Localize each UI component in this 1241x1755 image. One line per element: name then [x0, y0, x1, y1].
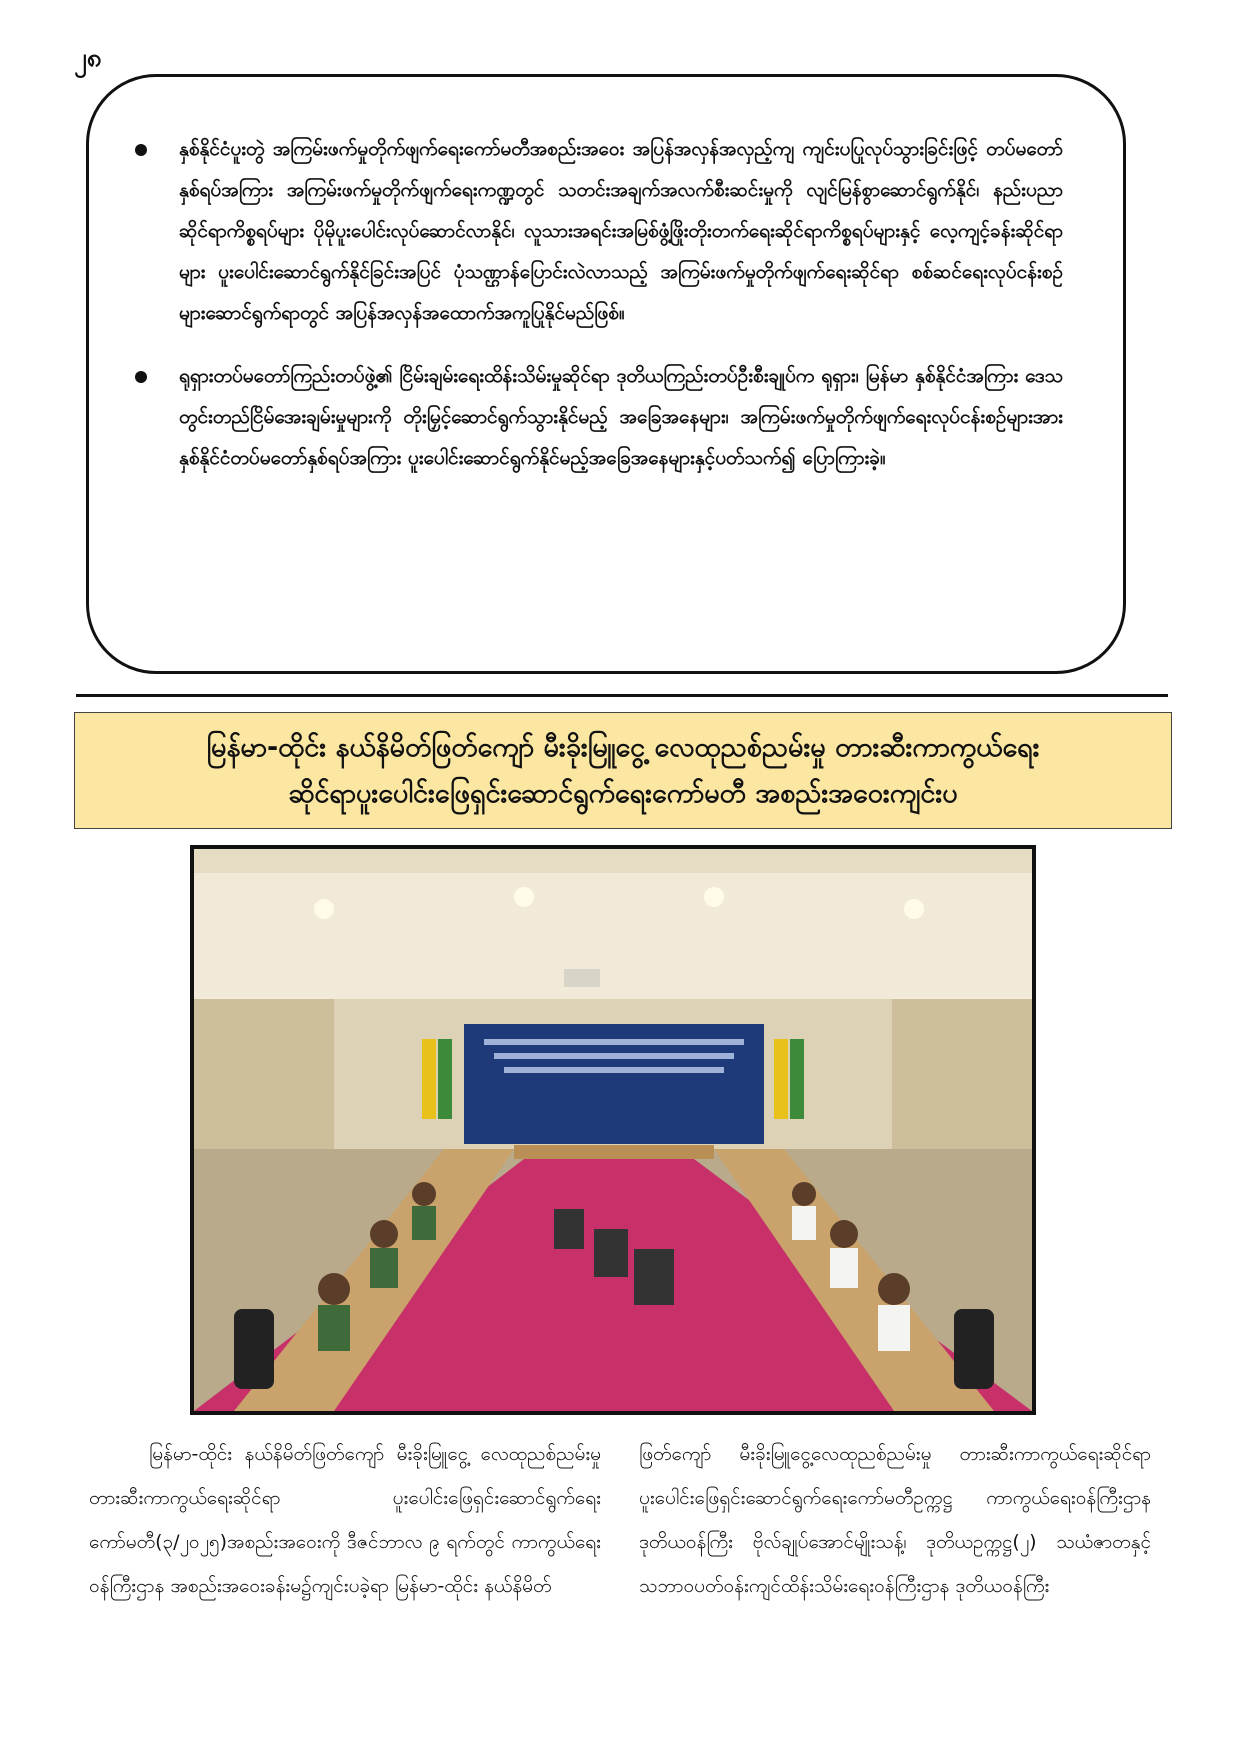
summary-bullet [135, 356, 1063, 479]
meeting-room-illustration [194, 849, 1032, 1411]
summary-bullet-text: ရုရှားတပ်မတော်ကြည်းတပ်ဖွဲ့၏ ငြိမ်းချမ်းရေးထိန်းသိမ်းမှုဆိုင်ရာ ဒုတိယကြည်းတပ်ဦးစီးချုပ်က ရုရှား၊ မြန်မာ နှစ်နိုင်ငံအကြား ဒေသတွင်းတည်ငြိမ်အေးချမ်းမှုများကို တိုးမြှင့်ဆောင်ရွက်သွားနိုင်မည့် အခြေအနေများ၊ အကြမ်းဖက်မှုတိုက်ဖျက်ရေးလုပ်ငန်းစဉ်များအား နှစ်နိုင်ငံတပ်မတော်နှစ်ရပ်အကြား ပူးပေါင်းဆောင်ရွက်နိုင်မည့်အခြေအနေများနှင့်ပတ်သက်၍ ပြောကြားခဲ့။ [179, 365, 1063, 469]
bullet-dot-icon [135, 371, 147, 383]
summary-bullet-text: နှစ်နိုင်ငံပူးတွဲ အကြမ်းဖက်မှုတိုက်ဖျက်ရေးကော်မတီအစည်းအဝေး အပြန်အလှန်အလှည့်ကျ ကျင်းပပြုလုပ်သွားခြင်းဖြင့် တပ်မတော်နှစ်ရပ်အကြား အကြမ်းဖက်မှုတိုက်ဖျက်ရေးကဏ္ဍတွင် သတင်းအချက်အလက်စီးဆင်းမှုကို လျင်မြန်စွာဆောင်ရွက်နိုင်၊ နည်းပညာဆိုင်ရာကိစ္စရပ်များ ပိုမိုပူးပေါင်းလုပ်ဆောင်လာနိုင်၊ လူသားအရင်းအမြစ်ဖွံ့ဖြိုးတိုးတက်ရေးဆိုင်ရာကိစ္စရပ်များနှင့် လေ့ကျင့်ခန်းဆိုင်ရာများ ပူးပေါင်းဆောင်ရွက်နိုင်ခြင်းအပြင် ပုံသဏ္ဌာန်ပြောင်းလဲလာသည့် အကြမ်းဖက်မှုတိုက်ဖျက်ရေးဆိုင်ရာ စစ်ဆင်ရေးလုပ်ငန်းစဉ်များဆောင်ရွက်ရာတွင် အပြန်အလှန်အထောက်အကူပြုနိုင်မည်ဖြစ်။ [179, 138, 1063, 324]
headline-line-1: မြန်မာ-ထိုင်း နယ်နိမိတ်ဖြတ်ကျော် မီးခိုးမြူငွေ့ လေထုညစ်ညမ်းမှု တားဆီးကာကွယ်ရေး [206, 731, 1040, 763]
article-body [89, 1432, 1151, 1608]
body-column-left: မြန်မာ-ထိုင်း နယ်နိမိတ်ဖြတ်ကျော် မီးခိုးမြူငွေ့ လေထုညစ်ညမ်းမှုတားဆီးကာကွယ်ရေးဆိုင်ရာ ပူးပေါင်းဖြေရှင်းဆောင်ရွက်ရေးကော်မတီ(၃/၂၀၂၅)အစည်းအဝေးကို ဒီဇင်ဘာလ ၉ ရက်တွင် ကာကွယ်ရေးဝန်ကြီးဌာန အစည်းအဝေးခန်းမ၌ကျင်းပခဲ့ရာ မြန်မာ-ထိုင်း နယ်နိမိတ် [89, 1443, 601, 1597]
summary-box [86, 74, 1126, 674]
meeting-photo [190, 845, 1036, 1415]
section-divider [76, 694, 1168, 697]
body-column-right: ဖြတ်ကျော် မီးခိုးမြူငွေ့လေထုညစ်ညမ်းမှု တားဆီးကာကွယ်ရေးဆိုင်ရာ ပူးပေါင်းဖြေရှင်းဆောင်ရွက်ရေးကော်မတီဥက္ကဋ္ဌ ကာကွယ်ရေးဝန်ကြီးဌာန ဒုတိယဝန်ကြီး ဗိုလ်ချုပ်အောင်မျိုးသန့်၊ ဒုတိယဥက္ကဋ္ဌ(၂) သယံဇာတနှင့် သဘာဝပတ်ဝန်းကျင်ထိန်းသိမ်းရေးဝန်ကြီးဌာန ဒုတိယဝန်ကြီး [639, 1443, 1151, 1597]
article-headline [74, 712, 1172, 829]
summary-bullet [135, 129, 1063, 334]
headline-line-2: ဆိုင်ရာပူးပေါင်းဖြေရှင်းဆောင်ရွက်ရေးကော်မတီ အစည်းအဝေးကျင်းပ [288, 777, 958, 809]
page-number: ၂၈ [74, 43, 102, 73]
bullet-dot-icon [135, 144, 147, 156]
